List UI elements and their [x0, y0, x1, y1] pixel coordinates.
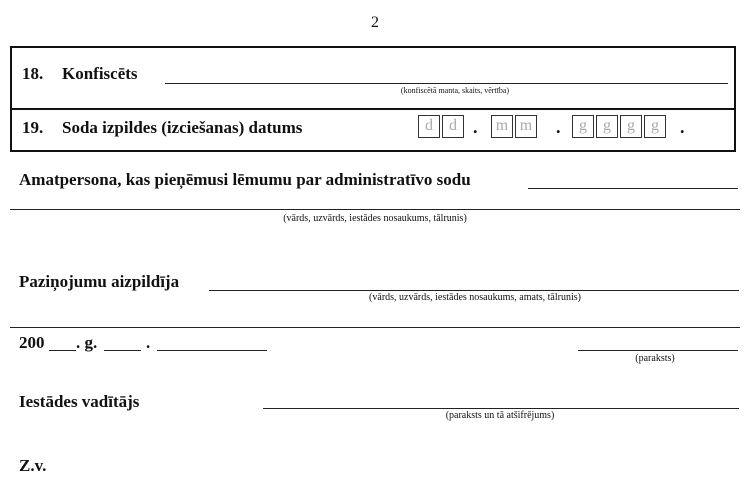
signature-caption: (paraksts) — [635, 353, 675, 364]
date-month-line[interactable] — [157, 350, 267, 351]
row19-number: 19. — [22, 118, 44, 137]
row18-label: Konfiscēts — [62, 64, 138, 83]
notifier-input-line[interactable] — [209, 290, 739, 291]
date-day-box-1[interactable]: d — [418, 115, 440, 138]
notifier-caption: (vārds, uzvārds, iestādes nosaukums, amats, tālrunis) — [369, 292, 581, 303]
date-year-box-2[interactable]: g — [596, 115, 618, 138]
date-day-line[interactable] — [104, 350, 141, 351]
signature-line[interactable] — [578, 350, 738, 351]
date-year-box-4[interactable]: g — [644, 115, 666, 138]
head-label: Iestādes vadītājs — [19, 392, 140, 411]
notifier-input-line-2[interactable] — [10, 327, 740, 328]
date-month-box-1[interactable]: m — [491, 115, 513, 138]
date-separator-1: . — [473, 117, 478, 137]
official-label: Amatpersona, kas pieņēmusi lēmumu par administratīvo sodu — [19, 170, 471, 189]
notifier-label: Paziņojumu aizpildīja — [19, 272, 180, 291]
date-year-box-3[interactable]: g — [620, 115, 642, 138]
confiscated-input-line[interactable] — [165, 83, 728, 84]
stamp-label: Z.v. — [19, 456, 47, 475]
head-caption: (paraksts un tā atšifrējums) — [445, 410, 555, 421]
date-separator-3: . — [680, 117, 685, 137]
official-input-line-1[interactable] — [528, 188, 738, 189]
date-day-box-2[interactable]: d — [442, 115, 464, 138]
date-year-box-1[interactable]: g — [572, 115, 594, 138]
date-dot: . — [146, 333, 151, 352]
date-year-suffix-line[interactable] — [49, 350, 76, 351]
row19-label: Soda izpildes (izciešanas) datums — [62, 118, 303, 137]
head-signature-line[interactable] — [263, 408, 739, 409]
date-month-box-2[interactable]: m — [515, 115, 537, 138]
date-separator-2: . — [556, 117, 561, 137]
official-caption: (vārds, uzvārds, iestādes nosaukums, tālrunis) — [283, 213, 467, 224]
official-input-line-2[interactable] — [10, 209, 740, 210]
row18-number: 18. — [22, 64, 44, 83]
table-row-divider — [10, 108, 736, 110]
row18-caption: (konfiscētā manta, skaits, vērtība) — [400, 86, 510, 95]
page-number: 2 — [371, 14, 379, 31]
date-year-prefix: 200 — [19, 333, 45, 352]
date-g-label: . g. — [76, 333, 98, 352]
